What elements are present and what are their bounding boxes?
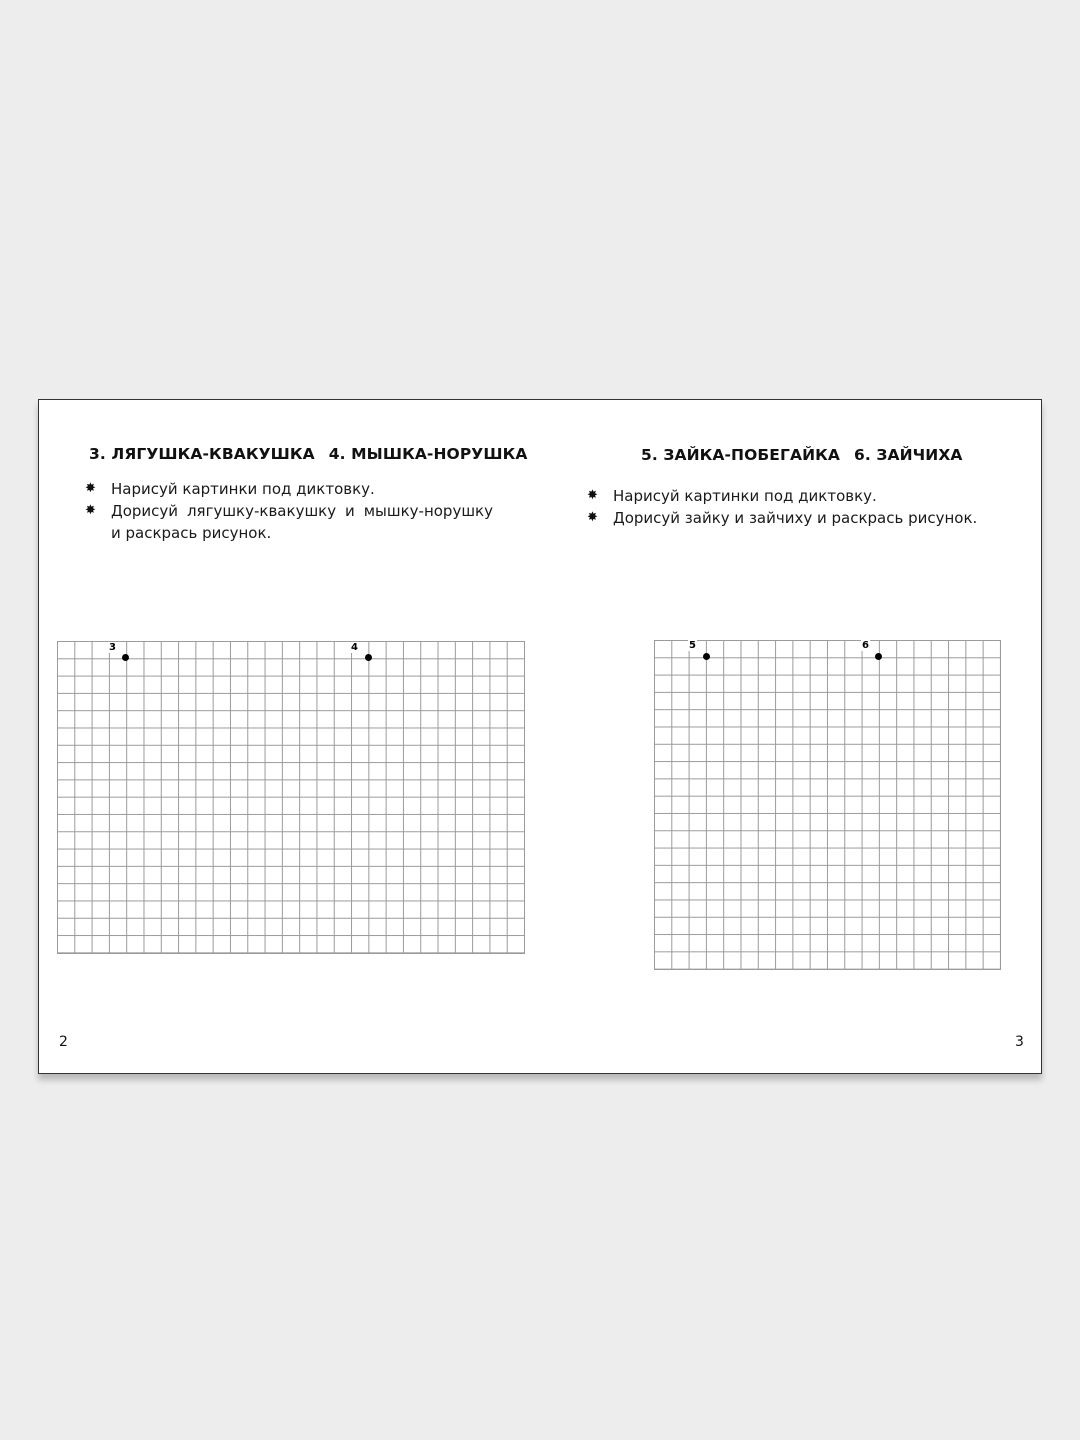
start-point-dot [875, 653, 882, 660]
title-part: 3. ЛЯГУШКА-КВАКУШКА [89, 445, 315, 463]
title-part: 6. ЗАЙЧИХА [854, 446, 963, 464]
start-point-label: 6 [862, 640, 869, 651]
instruction-item [587, 485, 1007, 507]
start-point-label: 3 [109, 642, 116, 653]
star-bullet-icon: ✸ [587, 488, 598, 503]
start-point-dot [122, 654, 129, 661]
instruction-text: Дорисуй зайку и зайчиху и раскрась рисунок. [613, 509, 978, 527]
instruction-text: Нарисуй картинки под диктовку. [111, 480, 375, 498]
start-point-label: 5 [689, 640, 696, 651]
left-instructions [85, 478, 493, 544]
right-instructions [587, 485, 1007, 529]
instruction-text: Нарисуй картинки под диктовку. [613, 487, 877, 505]
left-page [39, 400, 540, 1073]
drawing-grid-left[interactable] [57, 641, 525, 954]
instruction-text: Дорисуй лягушку-квакушку и мышку-норушку и раскрась рисунок. [111, 502, 493, 542]
instruction-item [587, 507, 1007, 529]
left-page-title [89, 445, 527, 463]
right-page-title [641, 446, 963, 464]
page-number: 2 [59, 1034, 68, 1050]
star-bullet-icon: ✸ [85, 503, 96, 518]
drawing-grid-right[interactable] [654, 640, 1001, 970]
title-part: 5. ЗАЙКА-ПОБЕГАЙКА [641, 446, 841, 464]
instruction-item [85, 478, 493, 500]
title-part: 4. МЫШКА-НОРУШКА [328, 445, 528, 463]
book-spread [38, 399, 1042, 1074]
star-bullet-icon: ✸ [587, 510, 598, 525]
start-point-label: 4 [351, 642, 358, 653]
page-number: 3 [1015, 1034, 1024, 1050]
right-page [540, 400, 1041, 1073]
star-bullet-icon: ✸ [85, 481, 96, 496]
instruction-item [85, 500, 493, 544]
start-point-dot [703, 653, 710, 660]
start-point-dot [365, 654, 372, 661]
